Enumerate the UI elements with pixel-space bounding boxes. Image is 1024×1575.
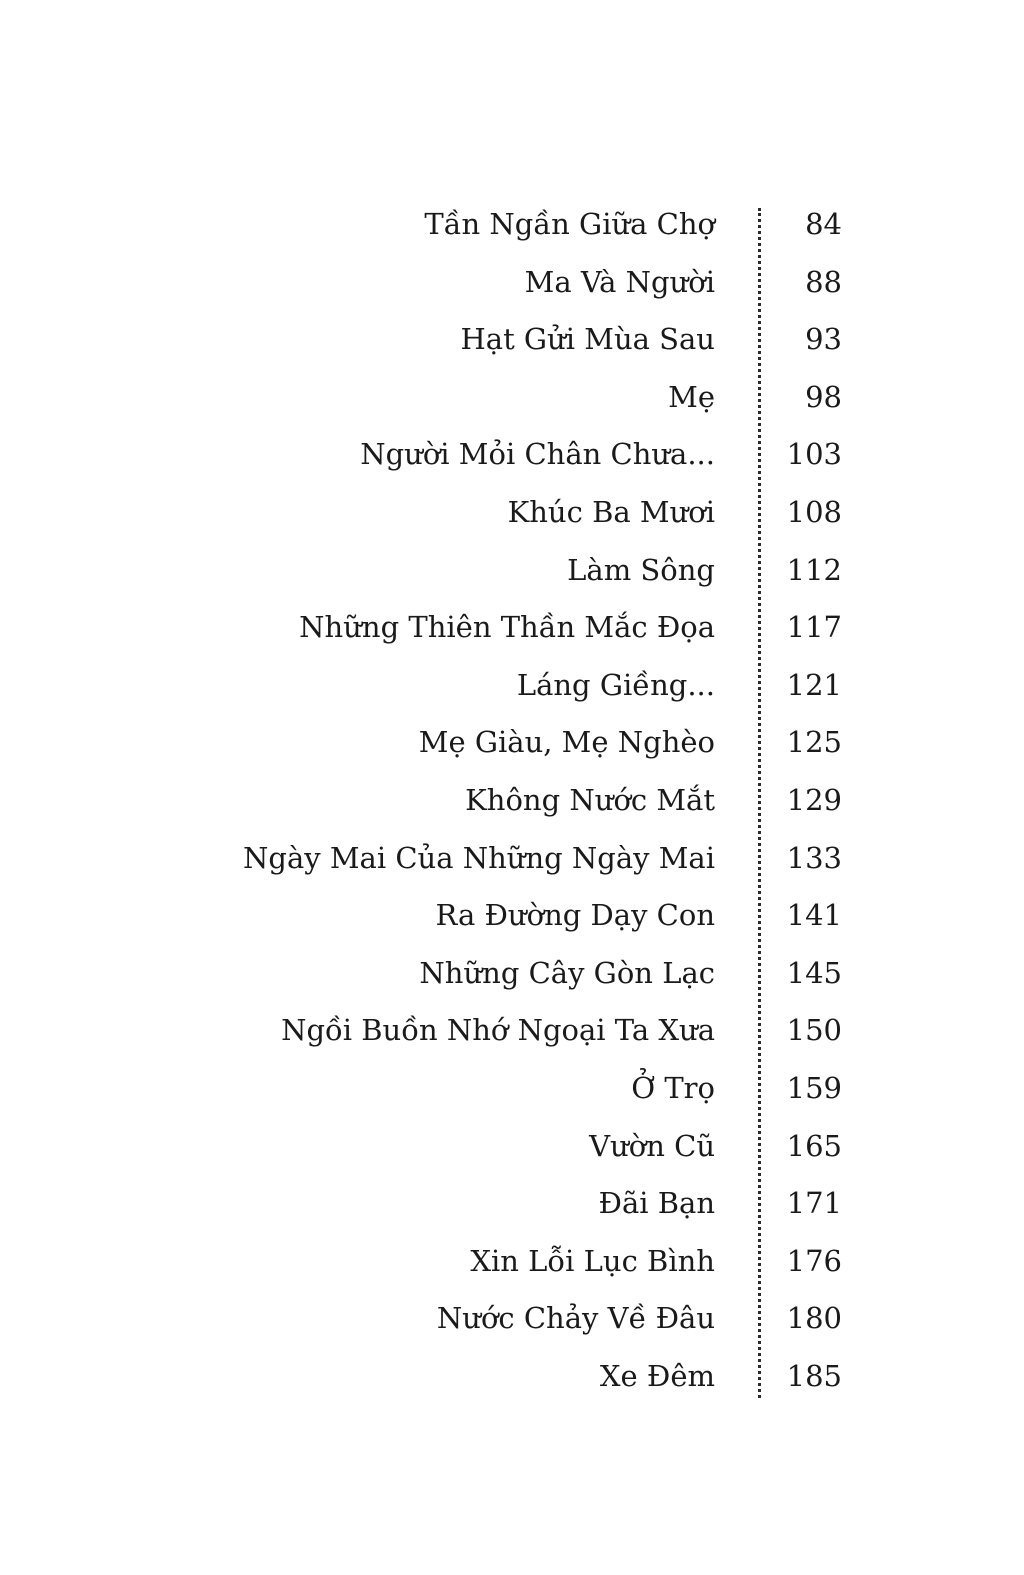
toc-entry[interactable] <box>0 887 1024 945</box>
toc-entry-page: 180 <box>786 1301 842 1336</box>
toc-entry[interactable] <box>0 542 1024 600</box>
toc-entry-page: 159 <box>786 1070 842 1105</box>
toc-entry[interactable] <box>0 1175 1024 1233</box>
toc-entry-page: 117 <box>786 610 842 645</box>
toc-entry-title: Đãi Bạn <box>598 1186 715 1221</box>
toc-entry-page: 108 <box>786 494 842 529</box>
toc-entry[interactable] <box>0 196 1024 254</box>
toc-entry-title: Nước Chảy Về Đâu <box>436 1301 715 1336</box>
toc-entry-page: 185 <box>786 1358 842 1393</box>
toc-entry-title: Không Nước Mắt <box>465 782 715 817</box>
toc-entry[interactable] <box>0 426 1024 484</box>
toc-entry[interactable] <box>0 1348 1024 1406</box>
toc-entry-page: 93 <box>805 322 842 357</box>
toc-entry[interactable] <box>0 945 1024 1003</box>
toc-entry-page: 133 <box>786 840 842 875</box>
toc-entry-page: 129 <box>786 782 842 817</box>
toc-entry-page: 103 <box>786 437 842 472</box>
toc-entry-page: 165 <box>786 1128 842 1163</box>
toc-entry-title: Xe Đêm <box>599 1358 715 1393</box>
toc-entry[interactable] <box>0 1290 1024 1348</box>
toc-entry-page: 125 <box>786 725 842 760</box>
toc-entry-title: Tần Ngần Giữa Chợ <box>424 207 715 241</box>
toc-entry-title: Khúc Ba Mươi <box>507 494 715 529</box>
toc-entry-title: Người Mỏi Chân Chưa... <box>360 437 715 472</box>
toc-entry[interactable] <box>0 599 1024 657</box>
toc-entry-title: Ngày Mai Của Những Ngày Mai <box>243 840 715 875</box>
toc-entry-page: 176 <box>786 1243 842 1278</box>
toc-entry-title: Láng Giềng... <box>516 667 715 702</box>
toc-entry[interactable] <box>0 484 1024 542</box>
toc-entry[interactable] <box>0 714 1024 772</box>
toc-entry-page: 98 <box>805 379 842 414</box>
toc-entry[interactable] <box>0 311 1024 369</box>
toc-entry[interactable] <box>0 1060 1024 1118</box>
toc-entry-title: Ra Đường Dạy Con <box>435 898 715 933</box>
table-of-contents <box>0 196 1024 1405</box>
toc-entry[interactable] <box>0 772 1024 830</box>
toc-entry-page: 88 <box>805 264 842 299</box>
toc-entry-title: Xin Lỗi Lục Bình <box>470 1243 715 1278</box>
toc-entry-title: Mẹ Giàu, Mẹ Nghèo <box>418 725 715 760</box>
toc-entry-page: 141 <box>786 898 842 933</box>
toc-entry[interactable] <box>0 1233 1024 1291</box>
toc-entry-title: Làm Sông <box>567 552 715 587</box>
toc-entry[interactable] <box>0 1002 1024 1060</box>
toc-entry[interactable] <box>0 254 1024 312</box>
toc-entry-title: Mẹ <box>668 379 715 414</box>
toc-entry-page: 150 <box>786 1013 842 1048</box>
toc-entry-title: Vườn Cũ <box>589 1128 715 1163</box>
toc-entry-page: 121 <box>786 667 842 702</box>
toc-entry-page: 171 <box>786 1186 842 1221</box>
toc-entry-title: Ma Và Người <box>524 264 715 299</box>
toc-entry-title: Hạt Gửi Mùa Sau <box>460 322 715 357</box>
toc-entry-page: 84 <box>805 207 842 241</box>
toc-entry-page: 112 <box>786 552 842 587</box>
toc-entry-title: Những Cây Gòn Lạc <box>419 955 715 990</box>
toc-entry[interactable] <box>0 369 1024 427</box>
toc-entry-title: Ngồi Buồn Nhớ Ngoại Ta Xưa <box>281 1013 715 1048</box>
toc-entry[interactable] <box>0 1118 1024 1176</box>
toc-entry-title: Ở Trọ <box>631 1070 715 1105</box>
toc-entry-page: 145 <box>786 955 842 990</box>
toc-entry[interactable] <box>0 657 1024 715</box>
toc-entry-title: Những Thiên Thần Mắc Đọa <box>299 610 715 645</box>
toc-entry[interactable] <box>0 830 1024 888</box>
dotted-divider <box>758 208 761 1398</box>
